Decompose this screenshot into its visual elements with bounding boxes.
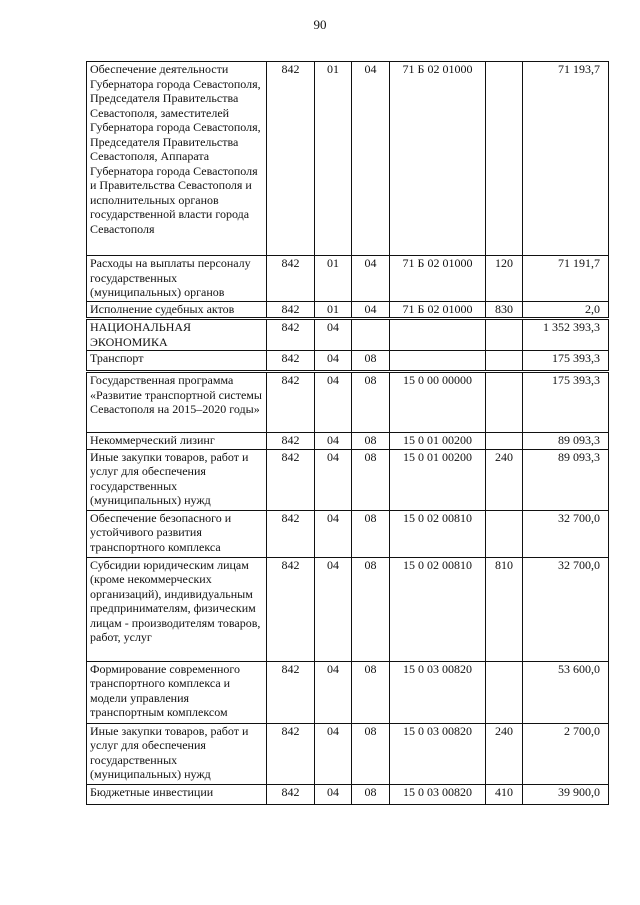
target-code: 15 0 02 00810 [390, 510, 486, 557]
row-name: Обеспечение деятельности Губернатора города Севастополя, Председателя Правительства Севастополя, заместителей Губернатора города Севастополя, Председателя Правительства Севастополя, Аппарата Губернатора города Севастополя и Правительства Севастополя и исполнительных органов государственной власти города Севастополя [87, 62, 267, 256]
ministry-code: 842 [267, 301, 315, 319]
table-row [87, 351, 609, 372]
subsection-code: 04 [352, 301, 390, 319]
amount: 89 093,3 [523, 449, 609, 510]
subsection-code: 04 [352, 62, 390, 256]
row-name: Субсидии юридическим лицам (кроме некоммерческих организаций), индивидуальным предпринимателям, физическим лицам - производителям товаров, работ, услуг [87, 557, 267, 661]
amount: 53 600,0 [523, 661, 609, 723]
ministry-code: 842 [267, 557, 315, 661]
section-code: 04 [315, 351, 352, 372]
amount: 32 700,0 [523, 557, 609, 661]
page-number: 90 [313, 17, 327, 32]
section-code: 04 [315, 557, 352, 661]
subsection-code [352, 319, 390, 351]
amount: 71 191,7 [523, 256, 609, 302]
section-code: 04 [315, 510, 352, 557]
amount: 2 700,0 [523, 723, 609, 784]
target-code [390, 319, 486, 351]
table-row [87, 372, 609, 433]
table-row [87, 256, 609, 302]
row-name: Расходы на выплаты персоналу государственных (муниципальных) органов [87, 256, 267, 302]
subsection-code: 08 [352, 784, 390, 804]
table-row [87, 62, 609, 256]
target-code: 71 Б 02 01000 [390, 256, 486, 302]
section-code: 04 [315, 449, 352, 510]
section-code: 04 [315, 372, 352, 433]
ministry-code: 842 [267, 784, 315, 804]
expense-type-code [486, 510, 523, 557]
row-name: Некоммерческий лизинг [87, 433, 267, 450]
ministry-code: 842 [267, 256, 315, 302]
expense-type-code: 240 [486, 449, 523, 510]
expense-type-code: 120 [486, 256, 523, 302]
table-row [87, 784, 609, 804]
ministry-code: 842 [267, 723, 315, 784]
table-row [87, 510, 609, 557]
row-name: Исполнение судебных актов [87, 301, 267, 319]
table-row [87, 319, 609, 351]
target-code: 15 0 02 00810 [390, 557, 486, 661]
target-code [390, 351, 486, 372]
ministry-code: 842 [267, 661, 315, 723]
subsection-code: 08 [352, 372, 390, 433]
expense-type-code [486, 62, 523, 256]
expense-type-code [486, 372, 523, 433]
section-code: 01 [315, 256, 352, 302]
ministry-code: 842 [267, 372, 315, 433]
amount: 175 393,3 [523, 372, 609, 433]
amount: 39 900,0 [523, 784, 609, 804]
subsection-code: 08 [352, 433, 390, 450]
section-code: 04 [315, 784, 352, 804]
table-row [87, 557, 609, 661]
target-code: 15 0 01 00200 [390, 449, 486, 510]
expense-type-code: 240 [486, 723, 523, 784]
expense-type-code: 410 [486, 784, 523, 804]
subsection-code: 08 [352, 351, 390, 372]
section-code: 01 [315, 301, 352, 319]
expense-type-code [486, 661, 523, 723]
expense-type-code [486, 319, 523, 351]
table-row [87, 449, 609, 510]
ministry-code: 842 [267, 319, 315, 351]
subsection-code: 08 [352, 661, 390, 723]
target-code: 15 0 00 00000 [390, 372, 486, 433]
subsection-code: 04 [352, 256, 390, 302]
target-code: 15 0 01 00200 [390, 433, 486, 450]
section-code: 04 [315, 723, 352, 784]
amount: 71 193,7 [523, 62, 609, 256]
expense-type-code [486, 433, 523, 450]
row-name: Иные закупки товаров, работ и услуг для обеспечения государственных (муниципальных) нужд [87, 723, 267, 784]
amount: 89 093,3 [523, 433, 609, 450]
target-code: 15 0 03 00820 [390, 661, 486, 723]
subsection-code: 08 [352, 557, 390, 661]
ministry-code: 842 [267, 351, 315, 372]
target-code: 15 0 03 00820 [390, 784, 486, 804]
subsection-code: 08 [352, 449, 390, 510]
section-code: 04 [315, 319, 352, 351]
target-code: 71 Б 02 01000 [390, 62, 486, 256]
subsection-code: 08 [352, 510, 390, 557]
amount: 32 700,0 [523, 510, 609, 557]
ministry-code: 842 [267, 433, 315, 450]
table-row [87, 433, 609, 450]
expense-type-code [486, 351, 523, 372]
section-code: 04 [315, 433, 352, 450]
row-name: Иные закупки товаров, работ и услуг для обеспечения государственных (муниципальных) нужд [87, 449, 267, 510]
expense-type-code: 830 [486, 301, 523, 319]
row-name: Государственная программа «Развитие транспортной системы Севастополя на 2015–2020 годы» [87, 372, 267, 433]
table-row [87, 661, 609, 723]
amount: 1 352 393,3 [523, 319, 609, 351]
section-code: 04 [315, 661, 352, 723]
ministry-code: 842 [267, 449, 315, 510]
target-code: 15 0 03 00820 [390, 723, 486, 784]
table-row [87, 723, 609, 784]
subsection-code: 08 [352, 723, 390, 784]
budget-table [86, 61, 609, 805]
ministry-code: 842 [267, 62, 315, 256]
amount: 175 393,3 [523, 351, 609, 372]
ministry-code: 842 [267, 510, 315, 557]
row-name: Формирование современного транспортного комплекса и модели управления транспортным комплексом [87, 661, 267, 723]
row-name: Бюджетные инвестиции [87, 784, 267, 804]
amount: 2,0 [523, 301, 609, 319]
row-name: НАЦИОНАЛЬНАЯ ЭКОНОМИКА [87, 319, 267, 351]
expense-type-code: 810 [486, 557, 523, 661]
section-code: 01 [315, 62, 352, 256]
row-name: Обеспечение безопасного и устойчивого развития транспортного комплекса [87, 510, 267, 557]
table-row [87, 301, 609, 319]
row-name: Транспорт [87, 351, 267, 372]
target-code: 71 Б 02 01000 [390, 301, 486, 319]
